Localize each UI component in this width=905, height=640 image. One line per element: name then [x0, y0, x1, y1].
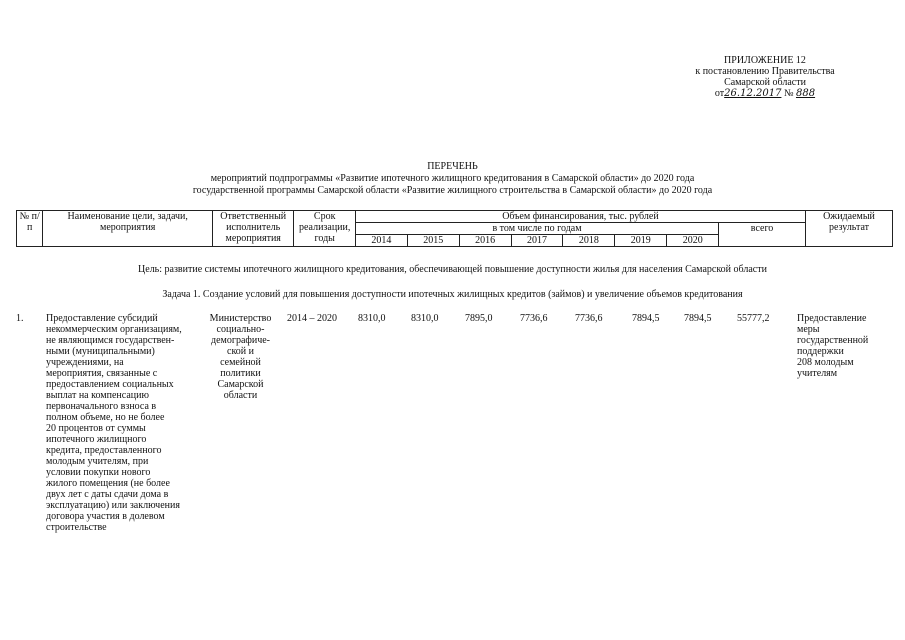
row-value-2017: 7736,6: [520, 313, 548, 324]
handwritten-number: 888: [795, 88, 816, 99]
row-executor-line: демографиче-: [210, 335, 271, 346]
header-funding: Объем финансирования, тыс. рублей: [355, 211, 805, 223]
header-executor: Ответственный исполнитель мероприятия: [212, 211, 294, 247]
row-name-line: мероприятия, связанные с: [46, 368, 158, 379]
row-executor-line: социально-: [216, 324, 265, 335]
appendix-decree: к постановлению Правительства: [695, 66, 835, 77]
row-value-2018: 7736,6: [575, 313, 603, 324]
header-year: 2018: [563, 235, 615, 247]
row-executor-line: области: [223, 390, 258, 401]
number-prefix: №: [783, 88, 794, 99]
row-name-line: первоначального взноса в: [46, 401, 157, 412]
row-name-line: некоммерческим организациям,: [46, 324, 182, 335]
document-title: ПЕРЕЧЕНЬ: [427, 161, 478, 172]
row-executor-line: ской и: [227, 346, 254, 357]
row-name-line: ипотечного жилищного: [46, 434, 147, 445]
header-num: № п/п: [17, 211, 43, 247]
heading-line-2: государственной программы Самарской области «Развитие жилищного строительства в Самарской области» до 2020 года: [192, 185, 713, 196]
header-period: Срок реализации, годы: [294, 211, 355, 247]
row-name: [46, 313, 206, 533]
row-result-line: Предоставление: [797, 313, 867, 324]
row-executor-line: семейной: [220, 357, 261, 368]
header-year: 2015: [407, 235, 459, 247]
row-result-line: 208 молодым: [797, 357, 854, 368]
appendix-region: Самарской области: [724, 77, 806, 88]
row-name-line: предоставлением социальных: [46, 379, 174, 390]
row-result: [797, 313, 897, 379]
row-name-line: учреждениями, на: [46, 357, 124, 368]
row-result-line: меры: [797, 324, 820, 335]
row-name-line: Предоставление субсидий: [46, 313, 158, 324]
header-name: Наименование цели, задачи, мероприятия: [43, 211, 212, 247]
row-value-2014: 8310,0: [358, 313, 386, 324]
row-value-2019: 7894,5: [632, 313, 660, 324]
row-executor: [203, 313, 278, 401]
row-executor-line: Министерство: [209, 313, 272, 324]
row-name-line: 20 процентов от суммы: [46, 423, 146, 434]
header-year: 2019: [615, 235, 667, 247]
appendix-date-line: [620, 88, 905, 99]
header-total: всего: [719, 223, 806, 247]
header-by-years: в том числе по годам: [355, 223, 718, 235]
row-executor-line: политики: [220, 368, 261, 379]
header-year: 2016: [459, 235, 511, 247]
appendix-block: [620, 55, 905, 99]
header-year: 2020: [667, 235, 719, 247]
row-name-line: строительстве: [46, 522, 107, 533]
row-name-line: жилого помещения (не более: [46, 478, 170, 489]
row-name-line: эксплуатацию) или заключения: [46, 500, 180, 511]
row-name-line: условии покупки нового: [46, 467, 151, 478]
row-name-line: выплат на компенсацию: [46, 390, 149, 401]
row-name-line: договора участия в долевом: [46, 511, 165, 522]
appendix-title: ПРИЛОЖЕНИЕ 12: [724, 55, 806, 66]
row-name-line: молодым учителям, при: [46, 456, 149, 467]
row-executor-line: Самарской: [217, 379, 264, 390]
row-value-2020: 7894,5: [684, 313, 712, 324]
header-year: 2017: [511, 235, 563, 247]
row-result-line: поддержки: [797, 346, 844, 357]
row-period: 2014 – 2020: [287, 313, 337, 324]
row-name-line: не являющимся государствен-: [46, 335, 175, 346]
row-result-line: учителям: [797, 368, 838, 379]
handwritten-date: 26.12.2017: [724, 88, 782, 99]
header-result: Ожидаемый результат: [805, 211, 892, 247]
row-value-2015: 8310,0: [411, 313, 439, 324]
row-total: 55777,2: [737, 313, 770, 324]
row-name-line: полном объеме, но не более: [46, 412, 165, 423]
row-number: 1.: [16, 313, 24, 324]
task-text: Задача 1. Создание условий для повышения доступности ипотечных жилищных кредитов (займов) и увеличение объемов кредитования: [162, 289, 743, 300]
row-name-line: кредита, предоставленного: [46, 445, 162, 456]
goal-text: Цель: развитие системы ипотечного жилищного кредитования, обеспечивающей повышение доступности жилья для населения Самарской области: [138, 264, 767, 275]
row-name-line: ными (муниципальными): [46, 346, 155, 357]
row-name-line: двух лет с даты сдачи дома в: [46, 489, 169, 500]
date-prefix: от: [714, 88, 725, 99]
row-result-line: государственной: [797, 335, 869, 346]
row-value-2016: 7895,0: [465, 313, 493, 324]
heading-line-1: мероприятий подпрограммы «Развитие ипотечного жилищного кредитования в Самарской области» до 2020 года: [210, 173, 695, 184]
table-header: [16, 210, 893, 247]
header-year: 2014: [355, 235, 407, 247]
